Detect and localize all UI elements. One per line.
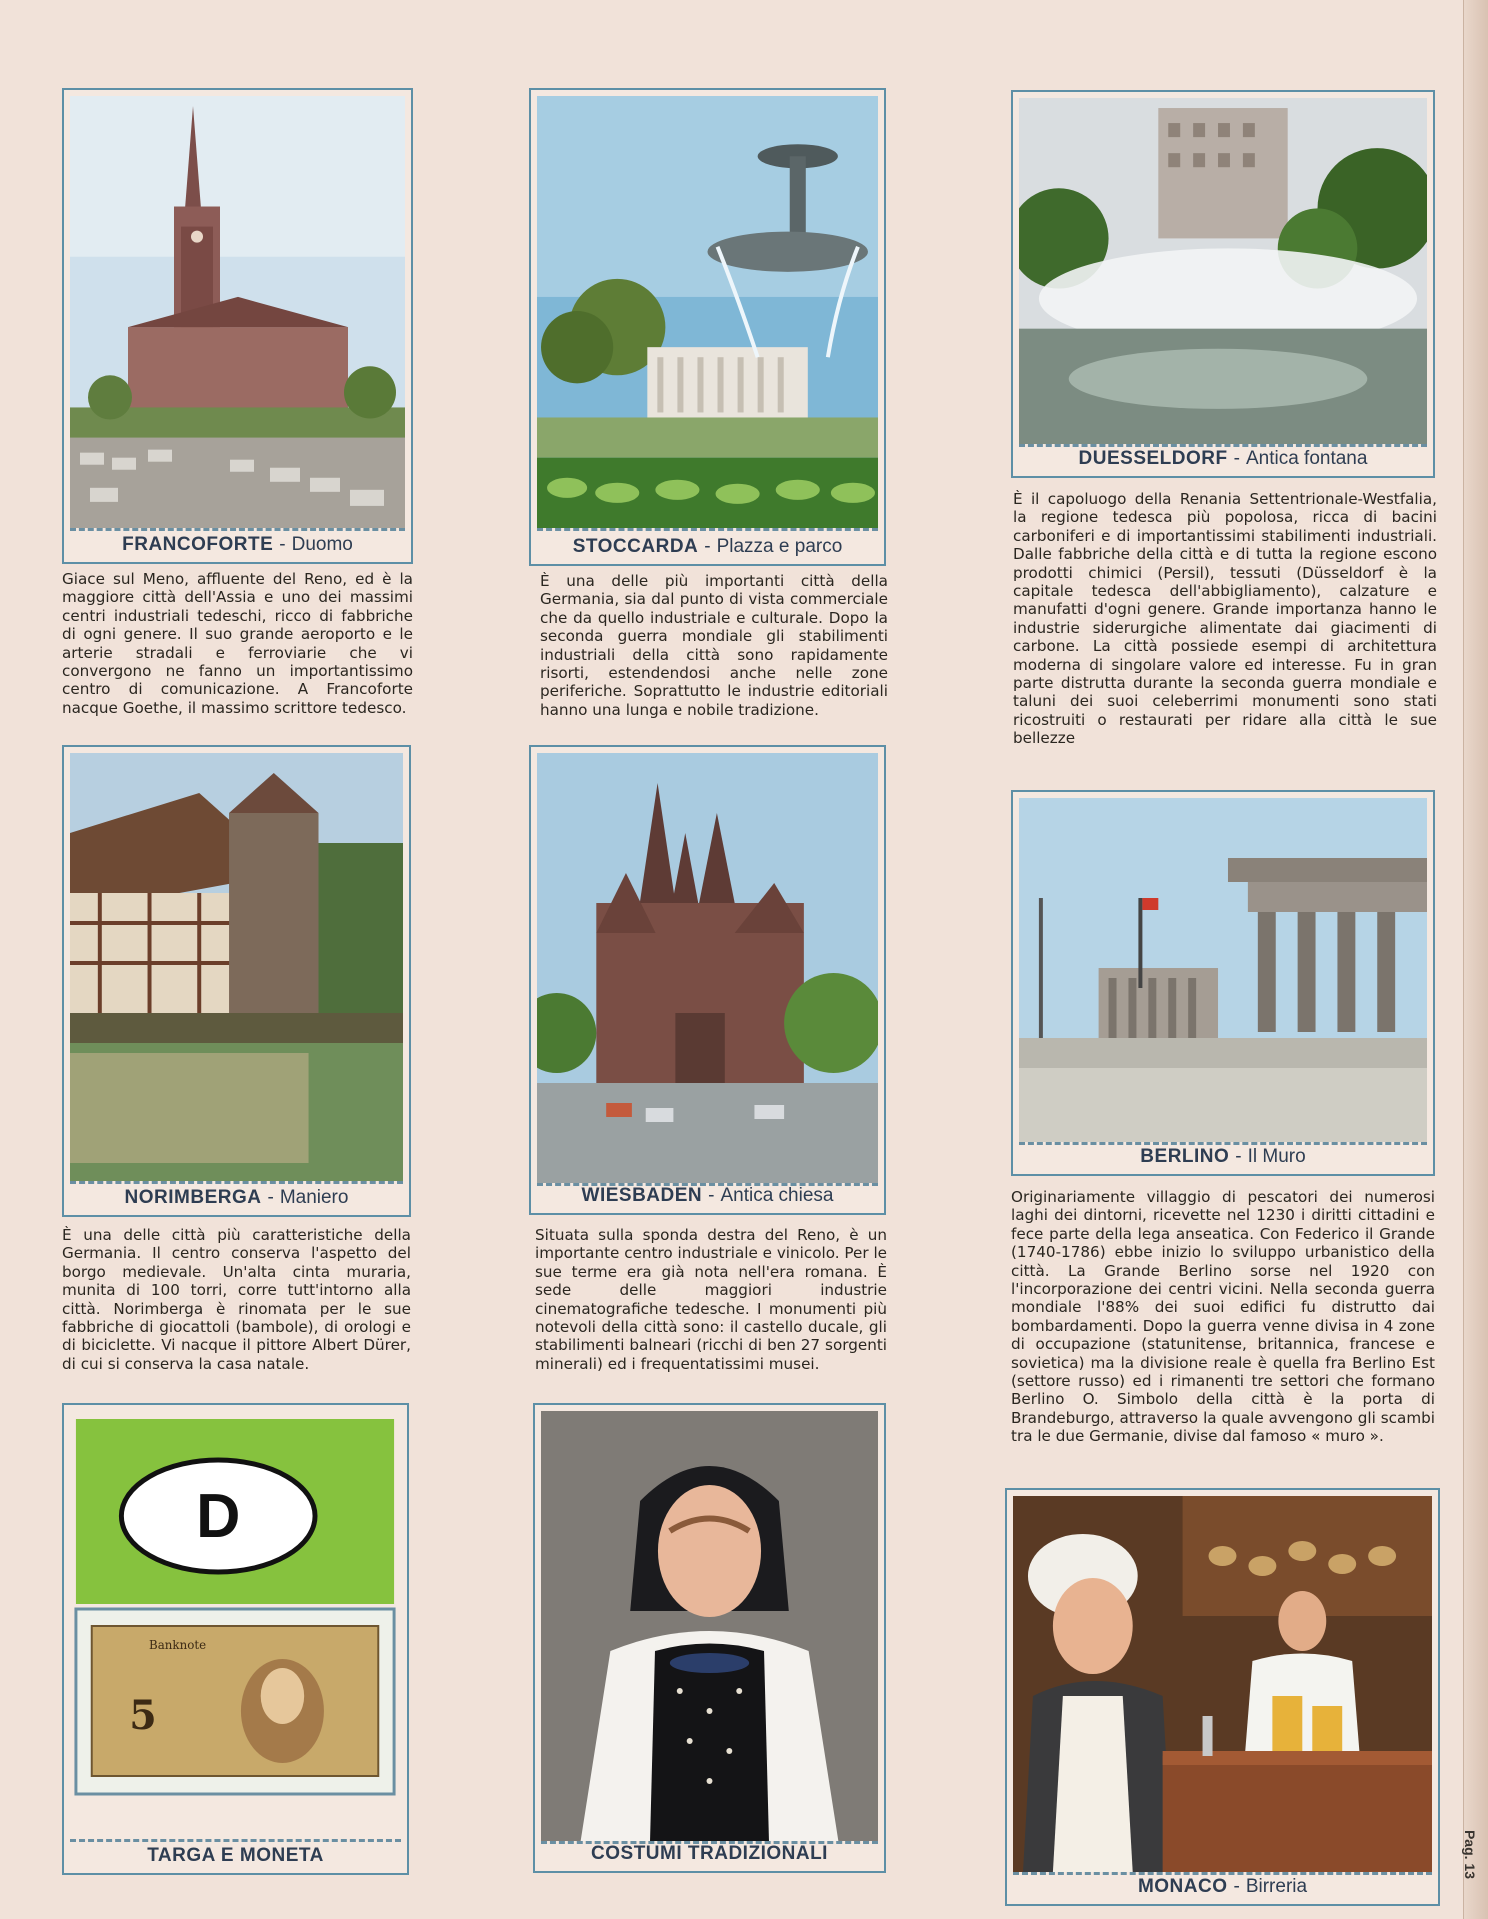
plate-letter: D (196, 1481, 241, 1552)
caption-title: COSTUMI TRADIZIONALI (591, 1843, 828, 1864)
card-norimberga (62, 745, 411, 1217)
caption-title: TARGA E MONETA (147, 1845, 324, 1866)
caption-monaco: MONACO - Birreria (1137, 1876, 1308, 1897)
card-berlino (1011, 790, 1435, 1176)
caption-subtitle: Il Muro (1247, 1146, 1306, 1167)
text-francoforte: Giace sul Meno, affluente del Reno, ed è la maggiore città dell'Assia e uno dei massimi centri industriali tedeschi, ricco di fabbriche di ogni genere. Il suo grande aeroporto e le arterie stradali e ferroviarie che vi convergono ne fanno un importantissimo centro di comunicazione. A Francoforte nacque Goethe, il massimo scrittore tedesco. (62, 570, 413, 717)
caption-targa (64, 1845, 407, 1867)
card-targa (62, 1403, 409, 1875)
caption-subtitle: Antica chiesa (720, 1185, 834, 1206)
photo-wiesbaden-church (537, 753, 878, 1186)
page-number: Pag. 13 (1462, 1829, 1478, 1879)
photo-berlino-gate (1019, 798, 1427, 1145)
photo-monaco-beerhall (1013, 1496, 1432, 1875)
card-stoccarda (529, 88, 886, 566)
caption-subtitle: Birreria (1245, 1876, 1308, 1897)
photo-duesseldorf-fountain (1019, 98, 1427, 447)
city-name: BERLINO (1140, 1146, 1230, 1167)
card-wiesbaden (529, 745, 886, 1215)
caption-subtitle: Duomo (291, 534, 353, 555)
photo-norimberga-castle (70, 753, 403, 1184)
banknote-label: Banknote (149, 1637, 207, 1653)
photo-francoforte-cathedral (70, 96, 405, 531)
text-norimberga: È una delle città più caratteristiche della Germania. Il centro conserva l'aspetto del borgo medievale. Un'alta cinta muraria, munita di 100 torri, corre tutt'intorno alla città. Norimberga è rinomata per le sue fabbriche di giocattoli (bambole), di orologi e di biciclette. Vi nacque il pittore Albert Dürer, di cui si conserva la casa natale. (62, 1226, 411, 1373)
caption-francoforte: FRANCOFORTE - Duomo (122, 534, 353, 555)
page-edge (1463, 0, 1488, 1919)
city-name: FRANCOFORTE (122, 534, 274, 555)
city-name: DUESSELDORF (1078, 448, 1228, 469)
caption-subtitle: Maniero (279, 1187, 349, 1208)
text-berlino: Originariamente villaggio di pescatori dei numerosi laghi dei dintorni, ricevette nel 1230 i diritti cittadini e fece parte della lega anseatica. Con Federico il Grande (1740-1786) ebbe inizio lo sviluppo urbanistico della città. La Grande Berlino sorse nel 1920 con l'incorporazione dei centri vicini. Nella seconda guerra mondiale l'88% dei suoi edifici fu distrutto dai bombardamenti. Dopo la guerra venne divisa in 4 zone di occupazione (statunitense, britannica, francese e sovietica) ma la divisione reale è quella fra Berlino Est (settore russo) ed i rimanenti tre settori che formano Berlino O. Simbolo della città è la porta di Brandeburgo, attraverso la quale avvengono gli scambi tra le due Germanie, divise dal famoso « muro ». (1011, 1188, 1435, 1446)
text-stoccarda: È una delle più importanti città della Germania, sia dal punto di vista commerciale che da quello industriale e culturale. Dopo la seconda guerra mondiale gli stabilimenti industriali della città sono rapidamente risorti, estendendosi anche nelle zone periferiche. Soprattutto le industrie editoriali hanno una lunga e nobile tradizione. (540, 572, 888, 719)
city-name: MONACO (1137, 1876, 1228, 1897)
caption-norimberga: NORIMBERGA - Maniero (124, 1187, 349, 1208)
card-duesseldorf (1011, 90, 1435, 478)
caption-subtitle: Plazza e parco (716, 536, 843, 557)
caption-stoccarda: STOCCARDA - Plazza e parco (572, 536, 843, 557)
card-costumi (533, 1403, 886, 1873)
plate-and-banknote (70, 1411, 401, 1842)
caption-subtitle: Antica fontana (1245, 448, 1368, 469)
card-francoforte (62, 88, 413, 564)
photo-stoccarda-square (537, 96, 878, 531)
caption-costumi (535, 1843, 884, 1865)
caption-wiesbaden: WIESBADEN - Antica chiesa (581, 1185, 834, 1206)
text-wiesbaden: Situata sulla sponda destra del Reno, è un importante centro industriale e vinicolo. Per le sue terme era già nota nell'era romana. È sede delle maggiori industrie cinematografiche tedesche. I monumenti più notevoli della città sono: il castello ducale, gli stabilimenti balneari (ricchi di ben 27 sorgenti minerali) ed i frequentatissimi musei. (535, 1226, 888, 1373)
caption-duesseldorf: DUESSELDORF - Antica fontana (1078, 448, 1368, 469)
card-monaco (1005, 1488, 1440, 1906)
text-duesseldorf: È il capoluogo della Renania Settentrionale-Westfalia, la regione tedesca più popolosa, ricca di bacini carboniferi e di importantissimi stabilimenti industriali. Dalle fabbriche della città e di tutta la regione escono prodotti chimici (Persil), tessuti (Düsseldorf è la capitale tedesca dell'abbigliamento), calzature e manufatti d'ogni genere. Grande importanza hanno le industrie siderurgiche alimentate dai giacimenti di carbone. La città possiede esempi di architettura moderna di singolare valore ed interesse. Fu in gran parte distrutta durante la seconda guerra mondiale e taluni dei suoi celeberrimi monumenti sono stati ricostruiti o restaurati per ridare alla città le sue bellezze (1013, 490, 1437, 748)
city-name: WIESBADEN (581, 1185, 703, 1206)
banknote-value: 5 (129, 1692, 157, 1740)
photo-traditional-costume (541, 1411, 878, 1844)
caption-berlino: BERLINO - Il Muro (1140, 1146, 1306, 1167)
city-name: NORIMBERGA (124, 1187, 262, 1208)
city-name: STOCCARDA (572, 536, 699, 557)
